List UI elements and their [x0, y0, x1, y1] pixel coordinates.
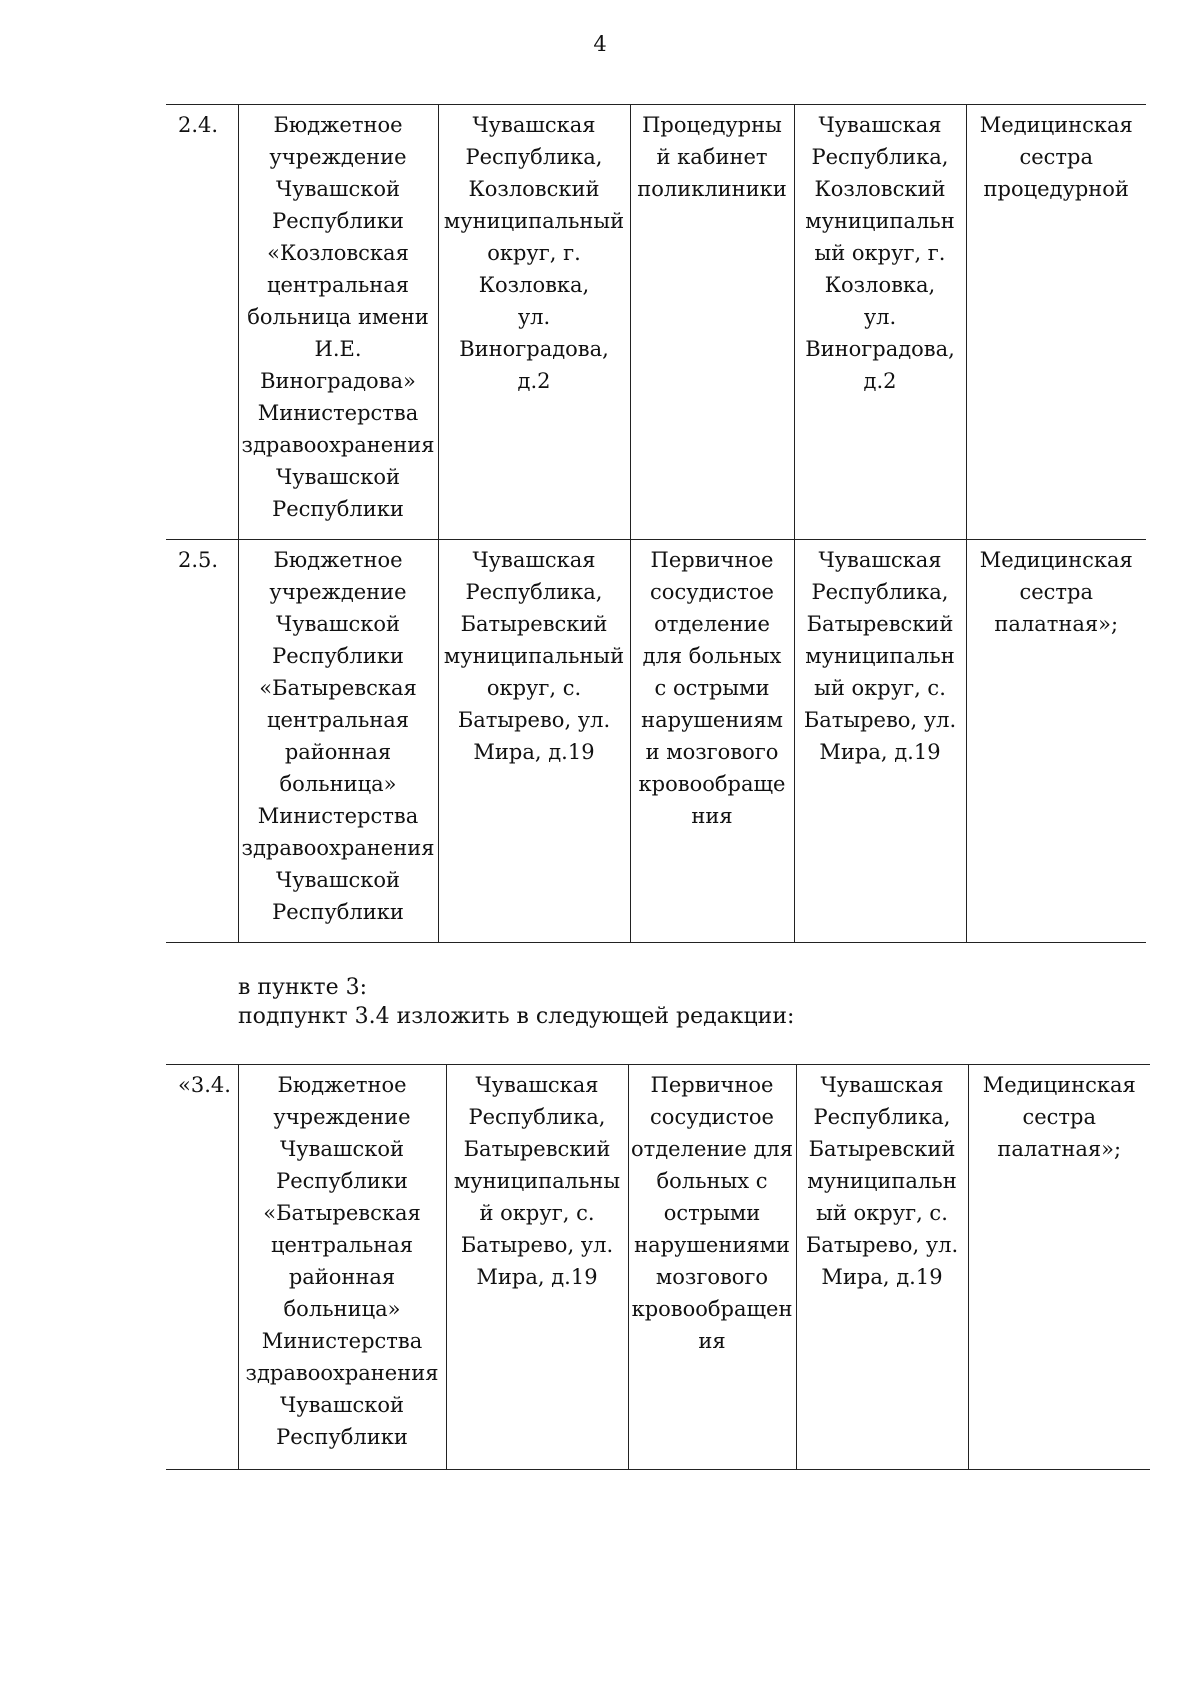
- institution-cell: Бюджетное учреждение Чувашской Республики «Батыревская центральная районная больница» Министерства здравоохранения Чувашской Республики: [238, 1065, 446, 1470]
- address-cell: Чувашская Республика, Батыревский муниципальн ый округ, с. Батырево, ул. Мира, д.19: [794, 540, 966, 943]
- address-cell: Чувашская Республика, Батыревский муниципальн ый округ, с. Батырево, ул. Мира, д.19: [796, 1065, 968, 1470]
- row-number: 2.5.: [166, 540, 238, 943]
- position-cell: Медицинская сестра палатная»;: [966, 540, 1146, 943]
- table-row: [166, 105, 1146, 540]
- institution-cell: Бюджетное учреждение Чувашской Республики «Батыревская центральная районная больница» Министерства здравоохранения Чувашской Республики: [238, 540, 438, 943]
- address-cell: Чувашская Республика, Козловский муниципальн ый округ, г. Козловка, ул. Виноградова, д.2: [794, 105, 966, 540]
- address-cell: Чувашская Республика, Батыревский муниципальный округ, с. Батырево, ул. Мира, д.19: [438, 540, 630, 943]
- address-cell: Чувашская Республика, Батыревский муниципальны й округ, с. Батырево, ул. Мира, д.19: [446, 1065, 628, 1470]
- position-cell: Медицинская сестра палатная»;: [968, 1065, 1150, 1470]
- position-cell: Медицинская сестра процедурной: [966, 105, 1146, 540]
- institution-cell: Бюджетное учреждение Чувашской Республики «Козловская центральная больница имени И.Е. Виноградова» Министерства здравоохранения Чувашской Республики: [238, 105, 438, 540]
- row-number: «3.4.: [166, 1065, 238, 1470]
- unit-cell: Процедурны й кабинет поликлиники: [630, 105, 794, 540]
- paragraph-subpoint-3-4: подпункт 3.4 изложить в следующей редакции:: [238, 1004, 795, 1029]
- row-number: 2.4.: [166, 105, 238, 540]
- unit-cell: Первичное сосудистое отделение для больных с острыми нарушениям и мозгового кровообраще ния: [630, 540, 794, 943]
- page-number: 4: [593, 32, 607, 56]
- unit-cell: Первичное сосудистое отделение для больных с острыми нарушениями мозгового кровообращен ия: [628, 1065, 796, 1470]
- paragraph-point-3: в пункте 3:: [238, 975, 367, 1000]
- table-row: [166, 1065, 1150, 1470]
- address-cell: Чувашская Республика, Козловский муниципальный округ, г. Козловка, ул. Виноградова, д.2: [438, 105, 630, 540]
- table-row: [166, 540, 1146, 943]
- table-section-3: [166, 1064, 1150, 1470]
- table-section-2: [166, 104, 1146, 943]
